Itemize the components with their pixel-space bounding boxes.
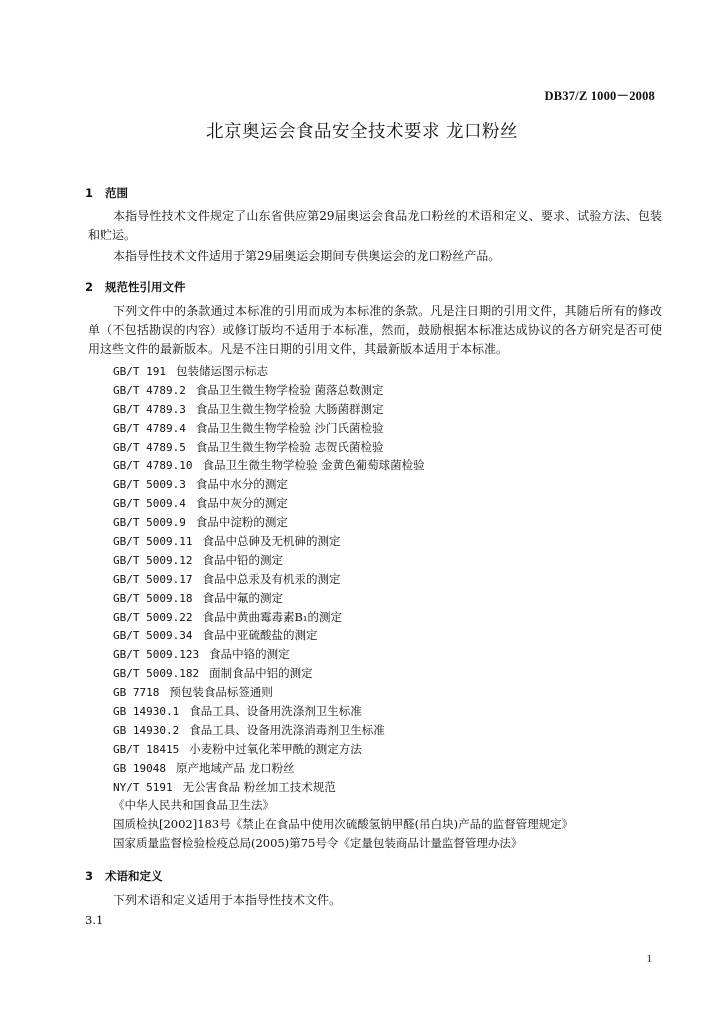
reference-title: 食品卫生微生物学检验 大肠菌群测定 [195,401,384,416]
reference-code: GB/T 5009.22 [113,610,193,624]
section-1-paragraph-1: 本指导性技术文件规定了山东省供应第29届奥运会食品龙口粉丝的术语和定义、要求、试验方法、包装和贮运。 [88,209,662,242]
section-1-number: 1 [85,186,94,200]
reference-item [113,645,573,664]
section-3-number: 3 [85,869,94,883]
section-2-number: 2 [85,280,94,294]
section-2-heading [85,279,186,295]
reference-item [113,834,573,853]
section-1-title: 范围 [105,186,128,200]
reference-code: GB/T 5009.9 [113,516,186,530]
reference-title: 食品中亚硫酸盐的测定 [202,628,318,643]
reference-title: 食品卫生微生物学检验 沙门氏菌检验 [195,420,384,435]
reference-code: GB 14930.1 [113,705,180,719]
reference-title: 《中华人民共和国食品卫生法》 [113,798,274,813]
reference-code: GB/T 4789.10 [113,459,193,473]
reference-item [113,362,573,381]
reference-item [113,608,573,627]
subsection-3-1-number: 3.1 [85,913,104,927]
reference-item [113,796,573,815]
reference-item [113,494,573,513]
reference-code: GB/T 5009.11 [113,535,193,549]
reference-title: 面制食品中铝的测定 [209,666,313,681]
reference-item [113,740,573,759]
reference-code: GB/T 5009.123 [113,648,200,662]
reference-title: 食品中总砷及无机砷的测定 [202,534,341,549]
reference-item [113,419,573,438]
section-3-heading [85,868,163,884]
reference-title: 食品工具、设备用洗涤消毒剂卫生标准 [189,722,385,737]
reference-title: 食品中总汞及有机汞的测定 [202,571,341,586]
reference-item [113,815,573,834]
reference-title: 食品中铅的测定 [202,552,283,567]
reference-item [113,664,573,683]
reference-title: 包装储运图示标志 [175,364,268,378]
reference-item [113,626,573,645]
reference-code: GB/T 5009.182 [113,667,200,681]
reference-title: 原产地域产品 龙口粉丝 [175,760,295,775]
reference-title: 食品中灰分的测定 [195,496,288,511]
reference-title: 国家质量监督检验检疫总局(2005)第75号令《定量包装商品计量监督管理办法》 [113,836,523,851]
reference-code: GB/T 4789.5 [113,440,186,454]
reference-title: 国质检执[2002]183号《禁止在食品中使用次硫酸氢钠甲醛(吊白块)产品的监督管理规定》 [113,817,574,832]
section-2-paragraph: 下列文件中的条款通过本标准的引用而成为本标准的条款。凡是注日期的引用文件，其随后所有的修改单（不包括勘误的内容）或修订版均不适用于本标准，然而，鼓励根据本标准达成协议的各方研究是否可使用这些文件的最新版本。凡是不注日期的引用文件，其最新版本适用于本标准。 [88,304,662,356]
reference-code: GB 7718 [113,686,160,700]
reference-item [113,683,573,702]
reference-title: 食品中铬的测定 [209,647,290,662]
reference-code: GB/T 5009.12 [113,553,193,567]
reference-title: 食品中黄曲霉毒素B₁的测定 [202,609,343,624]
normative-reference-list [113,362,573,853]
reference-code: GB 19048 [113,761,166,775]
reference-title: 食品卫生微生物学检验 菌落总数测定 [195,382,384,397]
reference-code: GB/T 191 [113,365,166,378]
reference-title: 食品卫生微生物学检验 金黄色葡萄球菌检验 [202,458,425,473]
section-1-paragraph-2: 本指导性技术文件适用于第29届奥运会期间专供奥运会的龙口粉丝产品。 [113,249,501,263]
reference-code: GB/T 5009.17 [113,572,193,586]
reference-title: 无公害食品 粉丝加工技术规范 [182,779,336,794]
reference-title: 食品中水分的测定 [195,477,288,492]
reference-item [113,721,573,740]
reference-code: GB/T 4789.2 [113,383,186,397]
reference-code: GB/T 4789.4 [113,421,186,435]
reference-code: GB/T 5009.18 [113,591,193,605]
reference-code: GB/T 4789.3 [113,402,186,416]
reference-title: 预包装食品标签通则 [169,685,273,700]
reference-title: 食品工具、设备用洗涤剂卫生标准 [189,704,362,719]
reference-item [113,456,573,475]
reference-code: GB/T 18415 [113,742,180,756]
document-title: 北京奥运会食品安全技术要求 龙口粉丝 [205,122,519,142]
reference-item [113,551,573,570]
reference-item [113,570,573,589]
reference-code: GB 14930.2 [113,723,180,737]
reference-item [113,778,573,797]
reference-code: GB/T 5009.3 [113,478,186,492]
section-3-paragraph: 下列术语和定义适用于本指导性技术文件。 [113,893,342,907]
reference-item [113,702,573,721]
document-code: DB37/Z 1000－2008 [544,89,655,103]
section-1-heading [85,185,128,201]
reference-item [113,589,573,608]
page-number: 1 [646,953,652,965]
reference-code: GB/T 5009.4 [113,497,186,511]
reference-item [113,400,573,419]
reference-title: 食品卫生微生物学检验 志贺氏菌检验 [195,439,384,454]
reference-item [113,759,573,778]
reference-item [113,532,573,551]
reference-item [113,513,573,532]
section-2-title: 规范性引用文件 [105,280,186,294]
reference-code: GB/T 5009.34 [113,629,193,643]
reference-title: 小麦粉中过氧化苯甲酰的测定方法 [189,741,362,756]
reference-item [113,438,573,457]
reference-title: 食品中淀粉的测定 [195,515,288,530]
reference-code: NY/T 5191 [113,780,173,794]
reference-title: 食品中氟的测定 [202,590,283,605]
section-3-title: 术语和定义 [105,869,163,883]
reference-item [113,475,573,494]
reference-item [113,381,573,400]
